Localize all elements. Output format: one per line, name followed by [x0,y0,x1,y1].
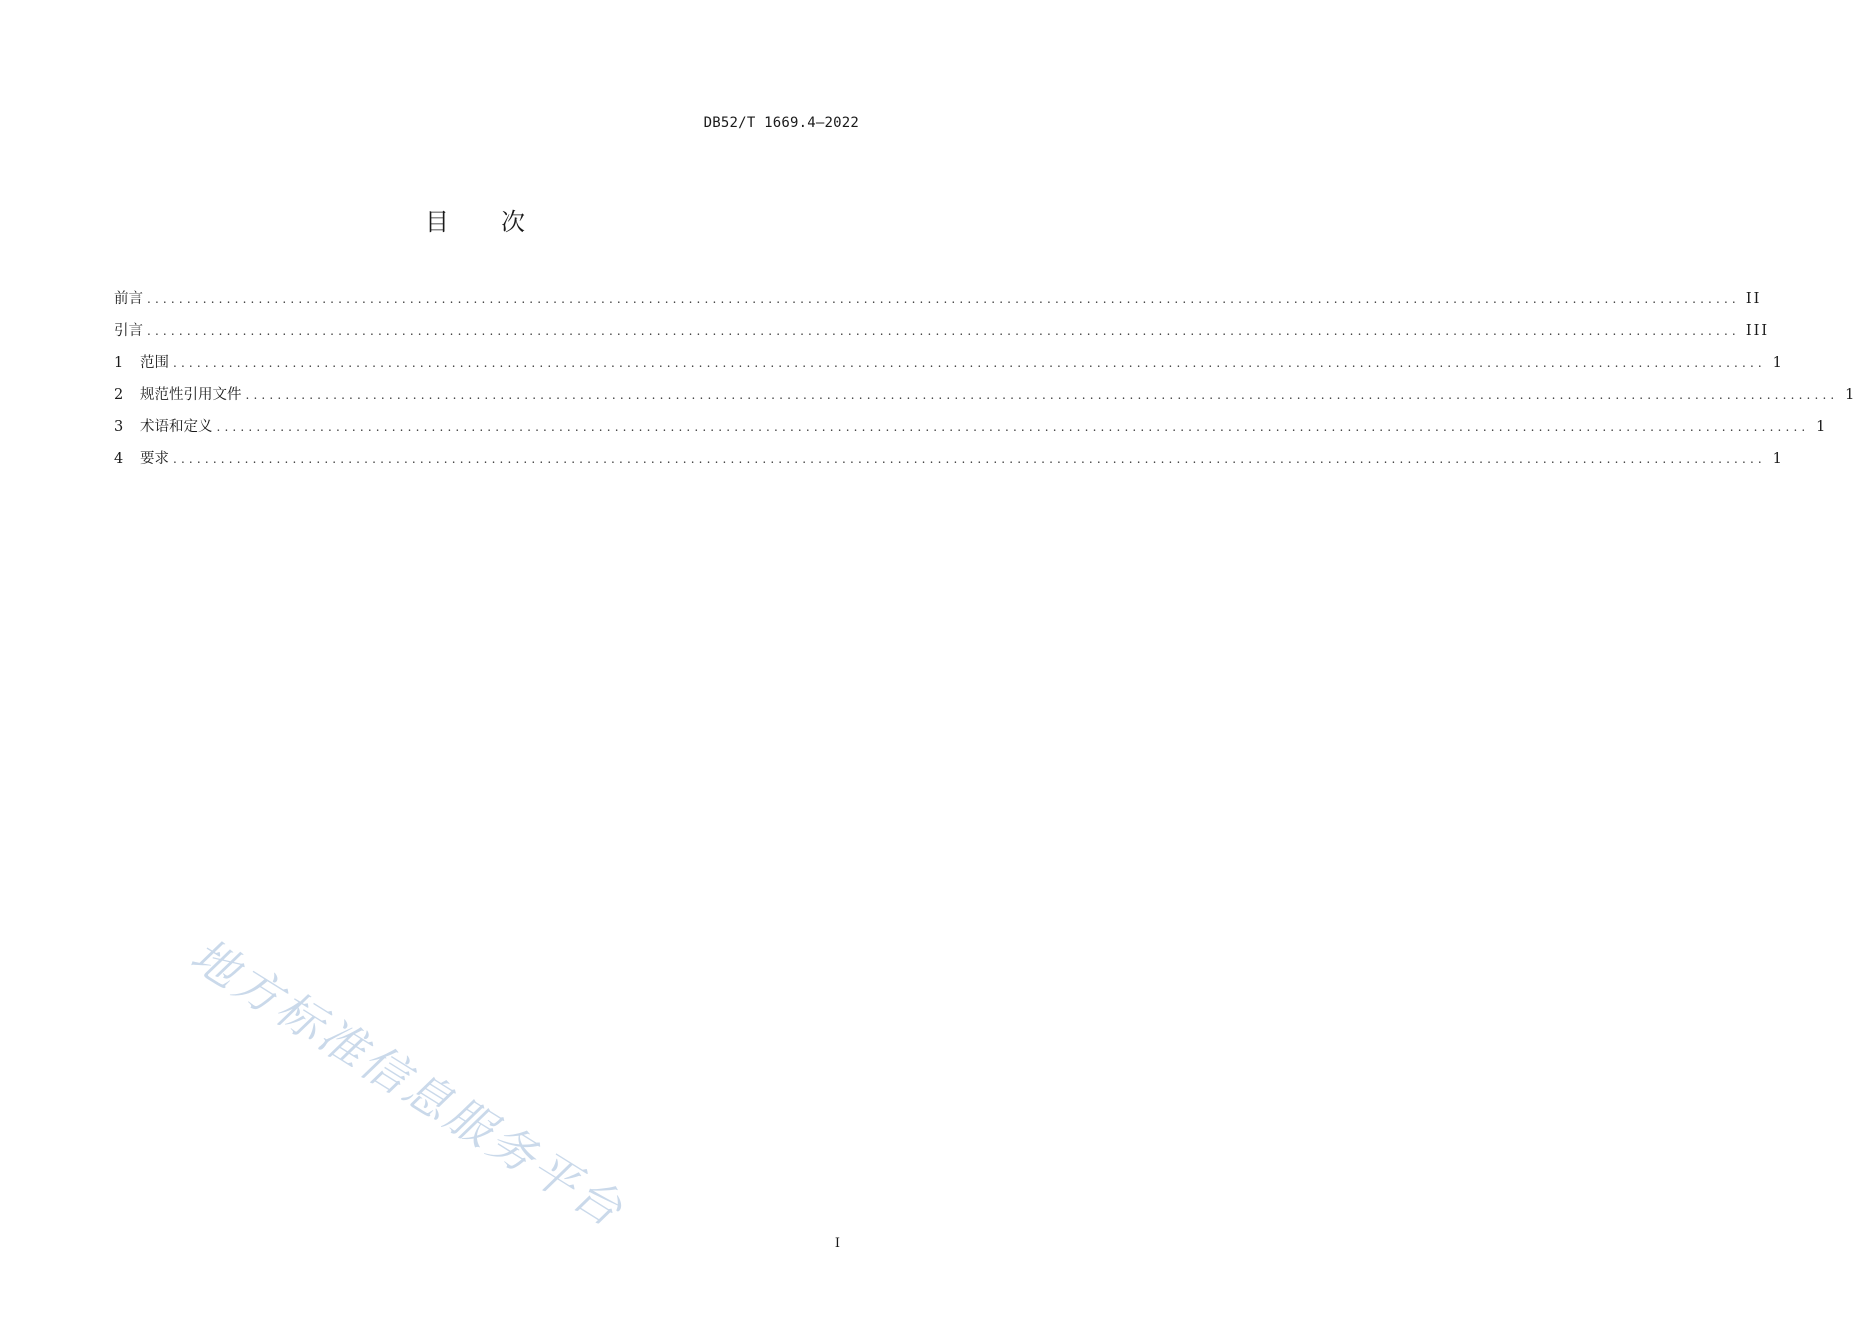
toc-entry-normative-references[interactable] [114,383,1856,415]
toc-entry-page: 1 [1772,355,1784,371]
toc-entry-page: II [1745,291,1762,307]
toc-entry-page: 1 [1772,451,1784,467]
toc-entry-page: 1 [1845,387,1856,403]
standard-code: DB52/T 1669.4—2022 [703,115,859,131]
toc-entry-requirements[interactable] [114,447,1784,479]
page-title [0,202,950,237]
toc-entry-number: 3 [114,419,124,435]
dot-leader: ........................................................................................................................................................................................................ [216,420,1810,434]
toc-entry-page: III [1745,323,1770,339]
toc-entry-number: 4 [114,451,124,467]
toc-entry-number: 2 [114,387,124,403]
page-number: I [834,1236,840,1251]
dot-leader: ........................................................................................................................................................................................................ [173,452,1766,466]
title-char-2: 次 [501,208,525,236]
toc-entry-label: 要求 [140,451,169,467]
title-char-1: 目 [425,208,449,236]
table-of-contents [114,287,1856,479]
watermark: 地方标准信息服务平台 [181,927,635,1239]
toc-entry-scope[interactable] [114,351,1784,383]
toc-entry-page: 1 [1816,419,1828,435]
dot-leader: ........................................................................................................................................................................................................ [173,356,1766,370]
toc-entry-introduction[interactable] [114,319,1770,351]
dot-leader: ........................................................................................................................................................................................................ [245,388,1839,402]
toc-entry-label: 引言 [114,323,143,339]
toc-entry-label: 术语和定义 [140,419,213,435]
toc-entry-label: 规范性引用文件 [140,387,242,403]
dot-leader: ........................................................................................................................................................................................................ [147,324,1740,338]
dot-leader: ........................................................................................................................................................................................................ [147,292,1740,306]
toc-entry-number: 1 [114,355,124,371]
toc-entry-label: 前言 [114,291,143,307]
toc-entry-label: 范围 [140,355,169,371]
toc-entry-foreword[interactable] [114,287,1762,319]
toc-entry-terms-definitions[interactable] [114,415,1828,447]
